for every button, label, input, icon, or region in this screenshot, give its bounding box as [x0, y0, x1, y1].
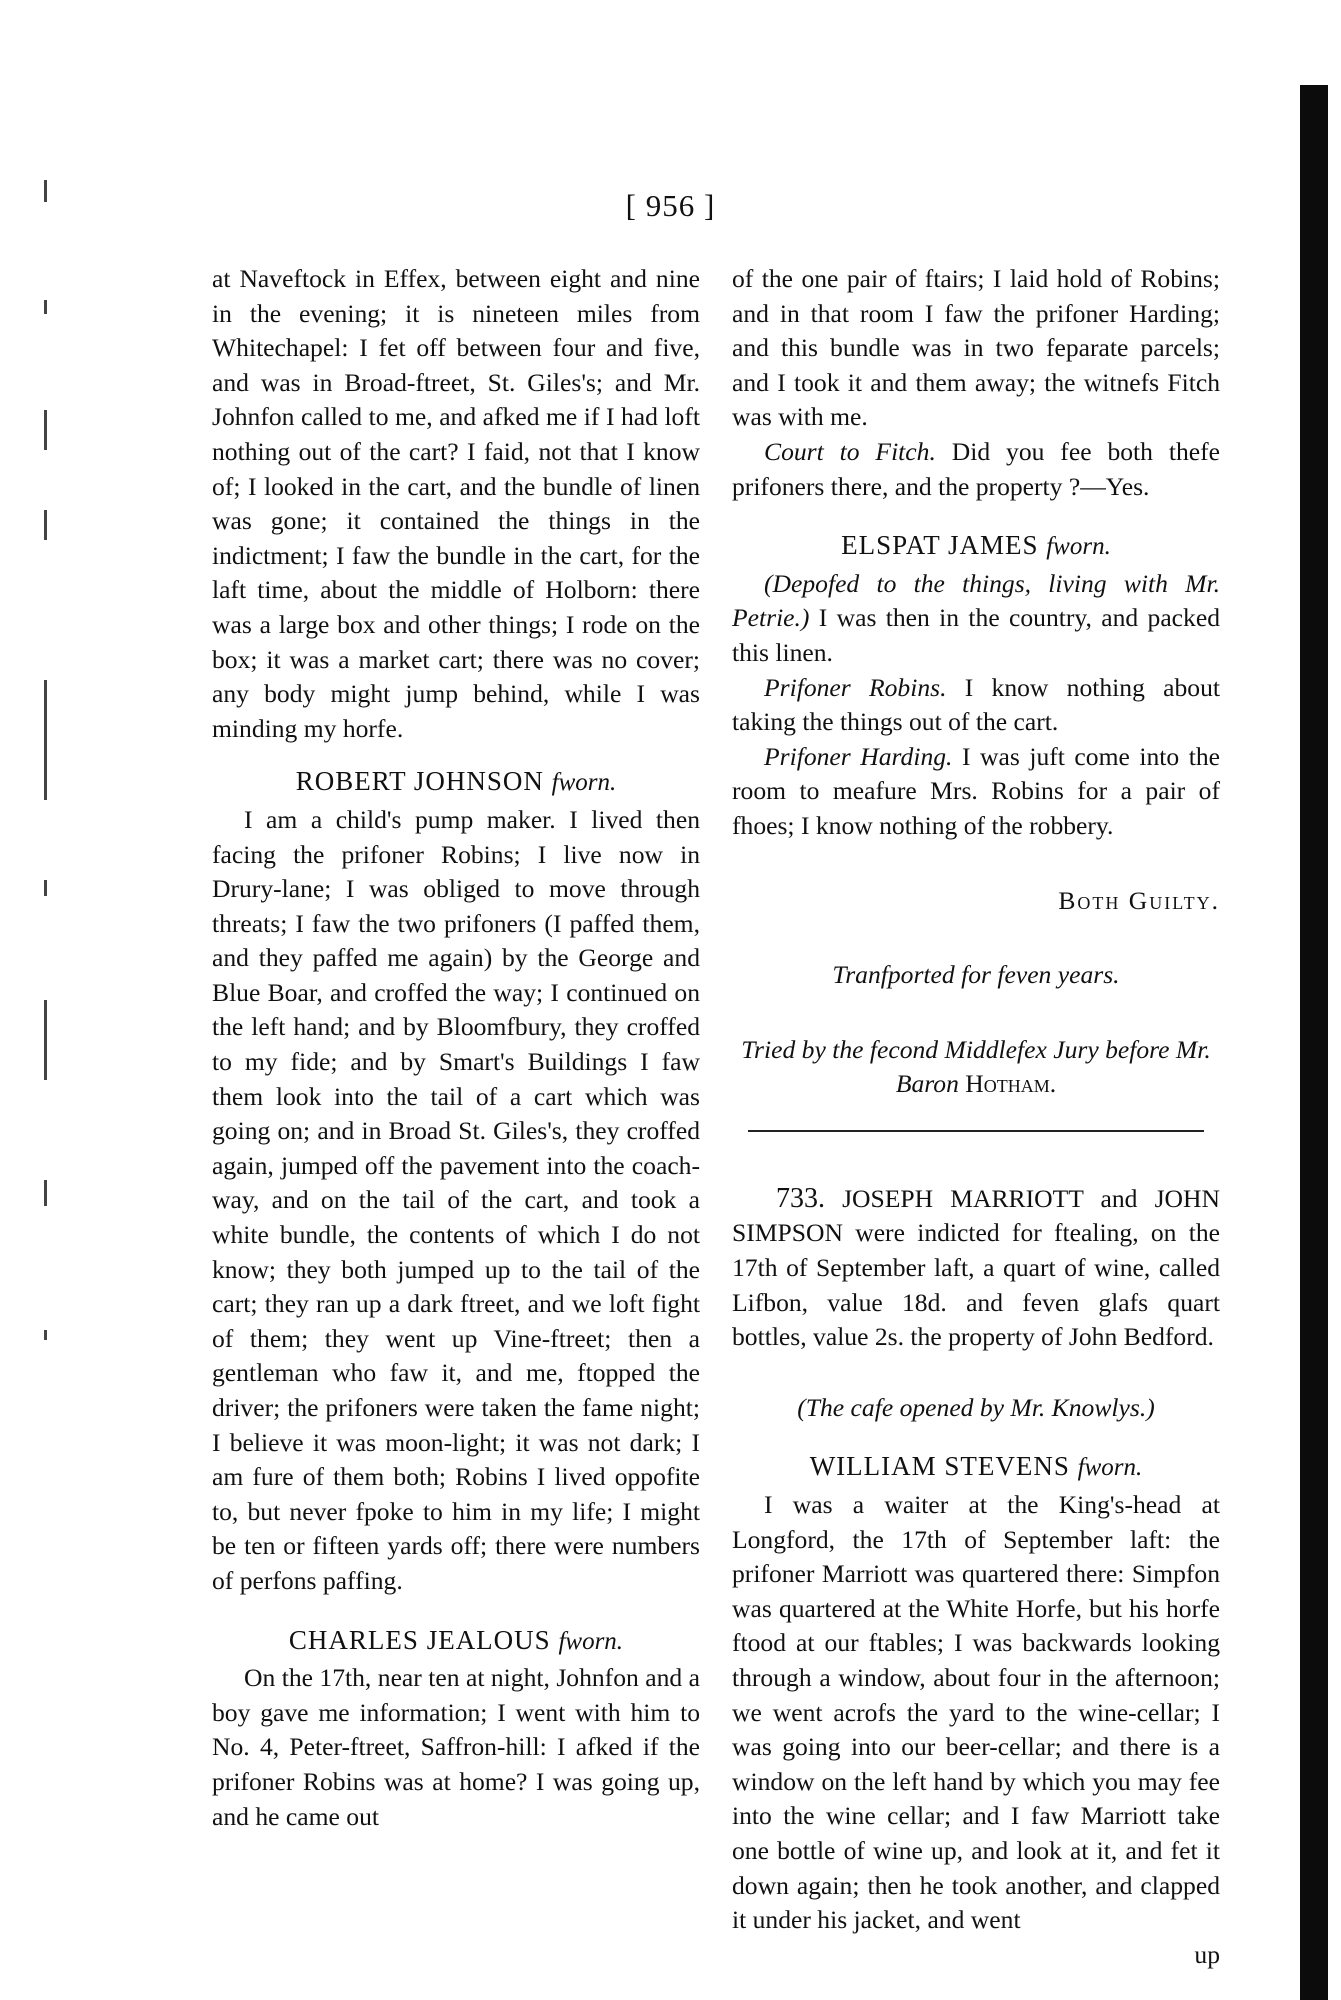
right-column	[732, 262, 1220, 1972]
prisoner-defence	[732, 671, 1220, 740]
verdict: Both Guilty.	[1058, 885, 1220, 915]
defence-text: I know nothing about taking the things out of the cart.	[732, 672, 1220, 737]
scan-mark	[44, 510, 47, 540]
question-text: Did you fee both thefe prifoners there, and the property ?—Yes.	[732, 436, 1220, 501]
case-divider	[748, 1130, 1204, 1132]
witness-heading	[212, 1623, 700, 1660]
trial-note	[732, 1033, 1220, 1102]
speaker-label: Prifoner Robins.	[764, 672, 947, 702]
witness-name: CHARLES JEALOUS	[288, 1624, 551, 1655]
testimony-text: I was then in the country, and packed this linen.	[732, 603, 1220, 667]
catchword: up	[1194, 1939, 1220, 1969]
scan-mark	[44, 880, 47, 896]
defence-text: I was juft come into the room to meafure Mrs. Robins for a pair of fhoes; I know nothing of the robbery.	[732, 741, 1220, 840]
testimony-continuation: of the one pair of ftairs; I laid hold of Robins; and in that room I faw the prifoner Harding; and this bundle was in two feparate parcels; and I took it and them away; the witnefs Fitch was with me.	[732, 264, 1220, 432]
court-question	[732, 435, 1220, 504]
case-number: 733.	[776, 1182, 825, 1214]
witness-name: ROBERT JOHNSON	[295, 766, 544, 797]
speaker-label: Prifoner Harding.	[764, 741, 953, 771]
sworn-label: fworn.	[1077, 1454, 1143, 1482]
trial-note-text: Tried by the fecond Middlefex Jury before Mr. Baron	[741, 1034, 1211, 1099]
scan-mark	[44, 1330, 47, 1340]
scan-edge-bar	[1300, 85, 1328, 2000]
scan-mark	[44, 300, 47, 314]
page-number: [ 956 ]	[625, 188, 716, 223]
testimony-continuation: at Naveftock in Effex, between eight and nine in the evening; it is nineteen miles from Whitechapel: I fet off between four and five, and was in Broad-ftreet, St. Giles's; and Mr. Johnfon called to me, and afked me if I had loft nothing out of the cart? I faid, not that I know of; I looked in the cart, and the bundle of linen was gone; it contained the things in the indictment; I faw the bundle in the cart, for the laft time, about the middle of Holborn: there was a large box and other things; I rode on the box; it was a market cart; there was no cover; any body might jump behind, while I was minding my horfe.	[212, 264, 700, 743]
witness-heading	[732, 1449, 1220, 1486]
scan-mark	[44, 410, 47, 450]
scan-mark	[44, 1180, 47, 1206]
testimony-paragraph: I was a waiter at the King's-head at Longford, the 17th of September laft: the prifoner Marriott was quartered there: Simpfon was quartered at the White Horfe, but his horfe ftood at our ftables; I was backwards looking through a window, about four in the afternoon; we went acrofs the yard to the wine-cellar; I was going into our beer-cellar; and there is a window on the left hand by which you may fee into the wine cellar; and I faw Marriott take one bottle of wine up, and look at it, and fet it down again; then he took another, and clapped it under his jacket, and went	[732, 1490, 1220, 1935]
speaker-label: Court to Fitch.	[764, 436, 936, 466]
left-column	[212, 262, 700, 1834]
witness-name: WILLIAM STEVENS	[809, 1451, 1070, 1482]
testimony-paragraph: I am a child's pump maker. I lived then facing the prifoner Robins; I live now in Drury-lane; I was obliged to move through threats; I faw the two prifoners (I paffed them, and they paffed me again) by the George and Blue Boar, and croffed the way; I continued on the left hand; and by Bloomfbury, they croffed to my fide; and by Smart's Buildings I faw them look into the tail of a cart which was going on; and in Broad St. Giles's, they croffed again, jumped off the pavement into the coach-way, and on the tail of the cart, and took a white bundle, the contents of which I do not know; they both jumped up to the tail of the cart; they ran up a dark ftreet, and we loft fight of them; they went up Vine-ftreet; then a gentleman who faw it, and me, ftopped the driver; the prifoners were taken the fame night; I believe it was moon-light; it was not dark; I am fure of them both; Robins I lived oppofite to, but never fpoke to him in my life; I might be ten or fifteen yards off; there were numbers of perfons paffing.	[212, 804, 700, 1595]
case-opened-note: (The cafe opened by Mr. Knowlys.)	[797, 1392, 1155, 1422]
sworn-label: fworn.	[551, 769, 617, 797]
case-indictment	[732, 1182, 1220, 1355]
sworn-label: fworn.	[1046, 533, 1111, 561]
witness-heading	[732, 528, 1220, 565]
judge-name: Hotham.	[965, 1069, 1057, 1099]
witness-name: ELSPAT JAMES	[841, 530, 1039, 561]
scan-mark	[44, 1000, 47, 1080]
sentence: Tranfported for feven years.	[832, 960, 1120, 990]
scan-margin-marks	[38, 180, 58, 1380]
testimony-paragraph: On the 17th, near ten at night, Johnfon and a boy gave me information; I went with him to No. 4, Peter-ftreet, Saffron-hill: I afked if the prifoner Robins was at home? I was going up, and he came out	[212, 1663, 700, 1831]
testimony-paragraph	[732, 567, 1220, 671]
witness-heading	[212, 764, 700, 801]
deposition-note: (Depofed to the things, living with Mr. Petrie.)	[732, 568, 1220, 633]
scan-mark	[44, 680, 47, 800]
indictment-text: JOSEPH MARRIOTT and JOHN SIMPSON were indicted for ftealing, on the 17th of September laft, a quart of wine, called Lifbon, value 18d. and feven glafs quart bottles, value 2s. the property of John Bedford.	[732, 1183, 1220, 1352]
prisoner-defence	[732, 740, 1220, 844]
sworn-label: fworn.	[558, 1627, 624, 1655]
